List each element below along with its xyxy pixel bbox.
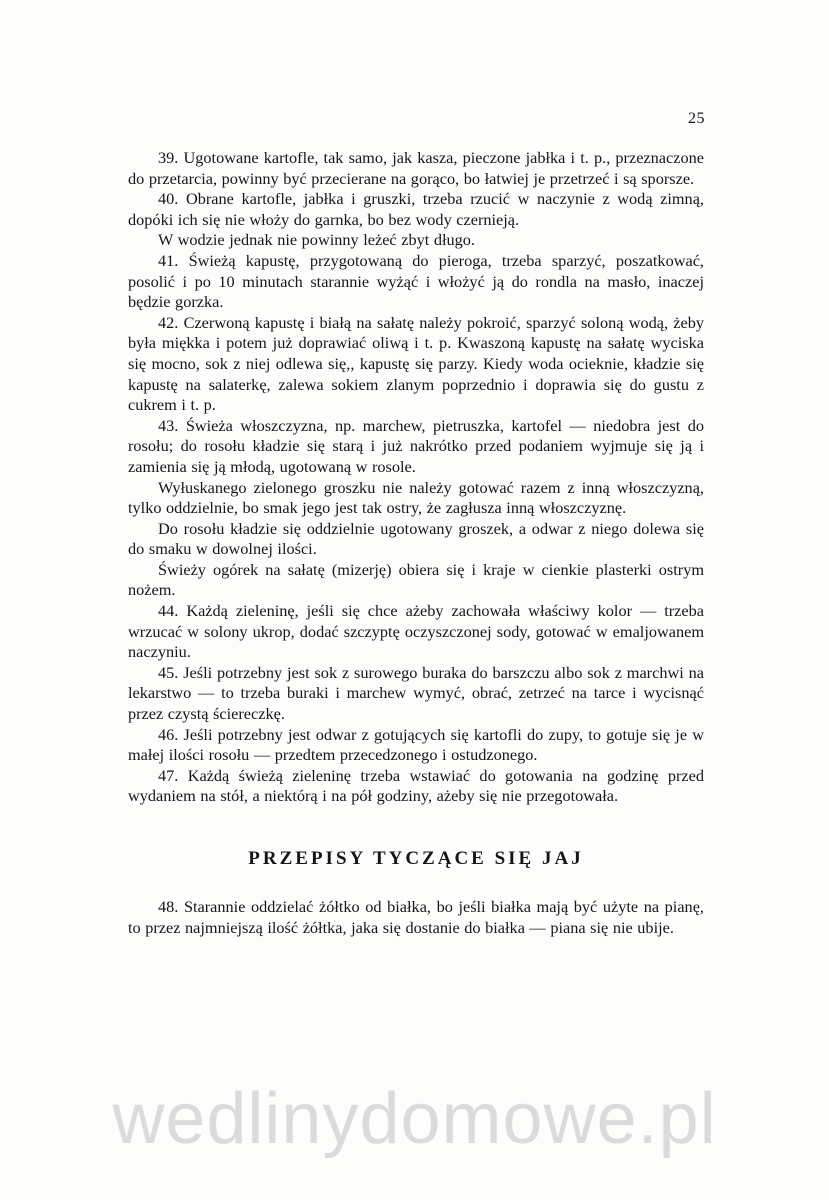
paragraph-42: 42. Czerwoną kapustę i białą na sałatę należy pokroić, sparzyć soloną wodą, żeby była miękka i potem już doprawiać oliwą i t. p. Kwaszoną kapustę na sałatę wyciska się mocno, sok z niej odlewa się,, kapustę się parzy. Kiedy woda ocieknie, kładzie się kapustę na salaterkę, zalewa sokiem zlanym poprzednio i doprawia się do gustu z cukrem i t. p. xyxy=(128,312,704,415)
paragraph-43-cont-2: Do rosołu kładzie się oddzielnie ugotowany groszek, a odwar z niego dolewa się do smaku w dowolnej ilości. xyxy=(128,518,704,559)
section-heading: PRZEPISY TYCZĄCE SIĘ JAJ xyxy=(248,848,584,869)
page-number: 25 xyxy=(688,110,705,127)
paragraph-43-cont-3: Świeży ogórek na sałatę (mizerję) obiera się i kraje w cienkie plasterki ostrym nożem. xyxy=(128,559,704,600)
paragraph-43: 43. Świeża włoszczyzna, np. marchew, pietruszka, kartofel — niedobra jest do rosołu; do rosołu kładzie się starą i już nakrótko przed podaniem wyjmuje się ją i zamienia się ją młodą, ugotowaną w rosole. xyxy=(128,415,704,476)
page-body xyxy=(128,148,704,938)
paragraph-44: 44. Każdą zieleninę, jeśli się chce ażeby zachowała właściwy kolor — trzeba wrzucać w solony ukrop, dodać szczyptę oczyszczonej sody, gotować w emaljowanem naczyniu. xyxy=(128,601,704,662)
paragraph-40-cont: W wodzie jednak nie powinny leżeć zbyt długo. xyxy=(158,230,475,250)
paragraph-46: 46. Jeśli potrzebny jest odwar z gotujących się kartofli do zupy, to gotuje się je w małej ilości rosołu — przedtem przecedzonego i ostudzonego. xyxy=(128,724,704,765)
paragraph-45: 45. Jeśli potrzebny jest sok z surowego buraka do barszczu albo sok z marchwi na lekarstwo — to trzeba buraki i marchew wymyć, obrać, zetrzeć na tarce i wycisnąć przez czystą ściereczkę. xyxy=(128,662,704,724)
paragraph-47: 47. Każdą świeżą zieleninę trzeba wstawiać do gotowania na godzinę przed wydaniem na stół, a niektórą i na pół godziny, ażeby się nie przegotowała. xyxy=(128,765,704,806)
paragraph-48: 48. Starannie oddzielać żółtko od białka, bo jeśli białka mają być użyte na pianę, to przez najmniejszą ilość żółtka, jaka się dostanie do białka — piana się nie ubije. xyxy=(128,897,704,937)
paragraph-41: 41. Świeżą kapustę, przygotowaną do pieroga, trzeba sparzyć, poszatkować, posolić i po 10 minutach starannie wyżąć i włożyć ją do rondla na masło, inaczej będzie gorzka. xyxy=(128,250,704,312)
paragraph-43-cont-1: Wyłuskanego zielonego groszku nie należy gotować razem z inną włoszczyzną, tylko oddzielnie, bo smak jego jest tak ostry, że zagłusza inną włoszczyznę. xyxy=(128,477,704,518)
paragraph-39: 39. Ugotowane kartofle, tak samo, jak kasza, pieczone jabłka i t. p., przeznaczone do przetarcia, powinny być przecierane na gorąco, bo łatwiej je przetrzeć i są sporsze. xyxy=(128,148,704,188)
watermark: wedlinydomowe.pl xyxy=(112,1079,717,1159)
paragraph-40: 40. Obrane kartofle, jabłka i gruszki, trzeba rzucić w naczynie z wodą zimną, dopóki ich się nie włoży do garnka, bo bez wody czernieją. xyxy=(128,189,704,229)
